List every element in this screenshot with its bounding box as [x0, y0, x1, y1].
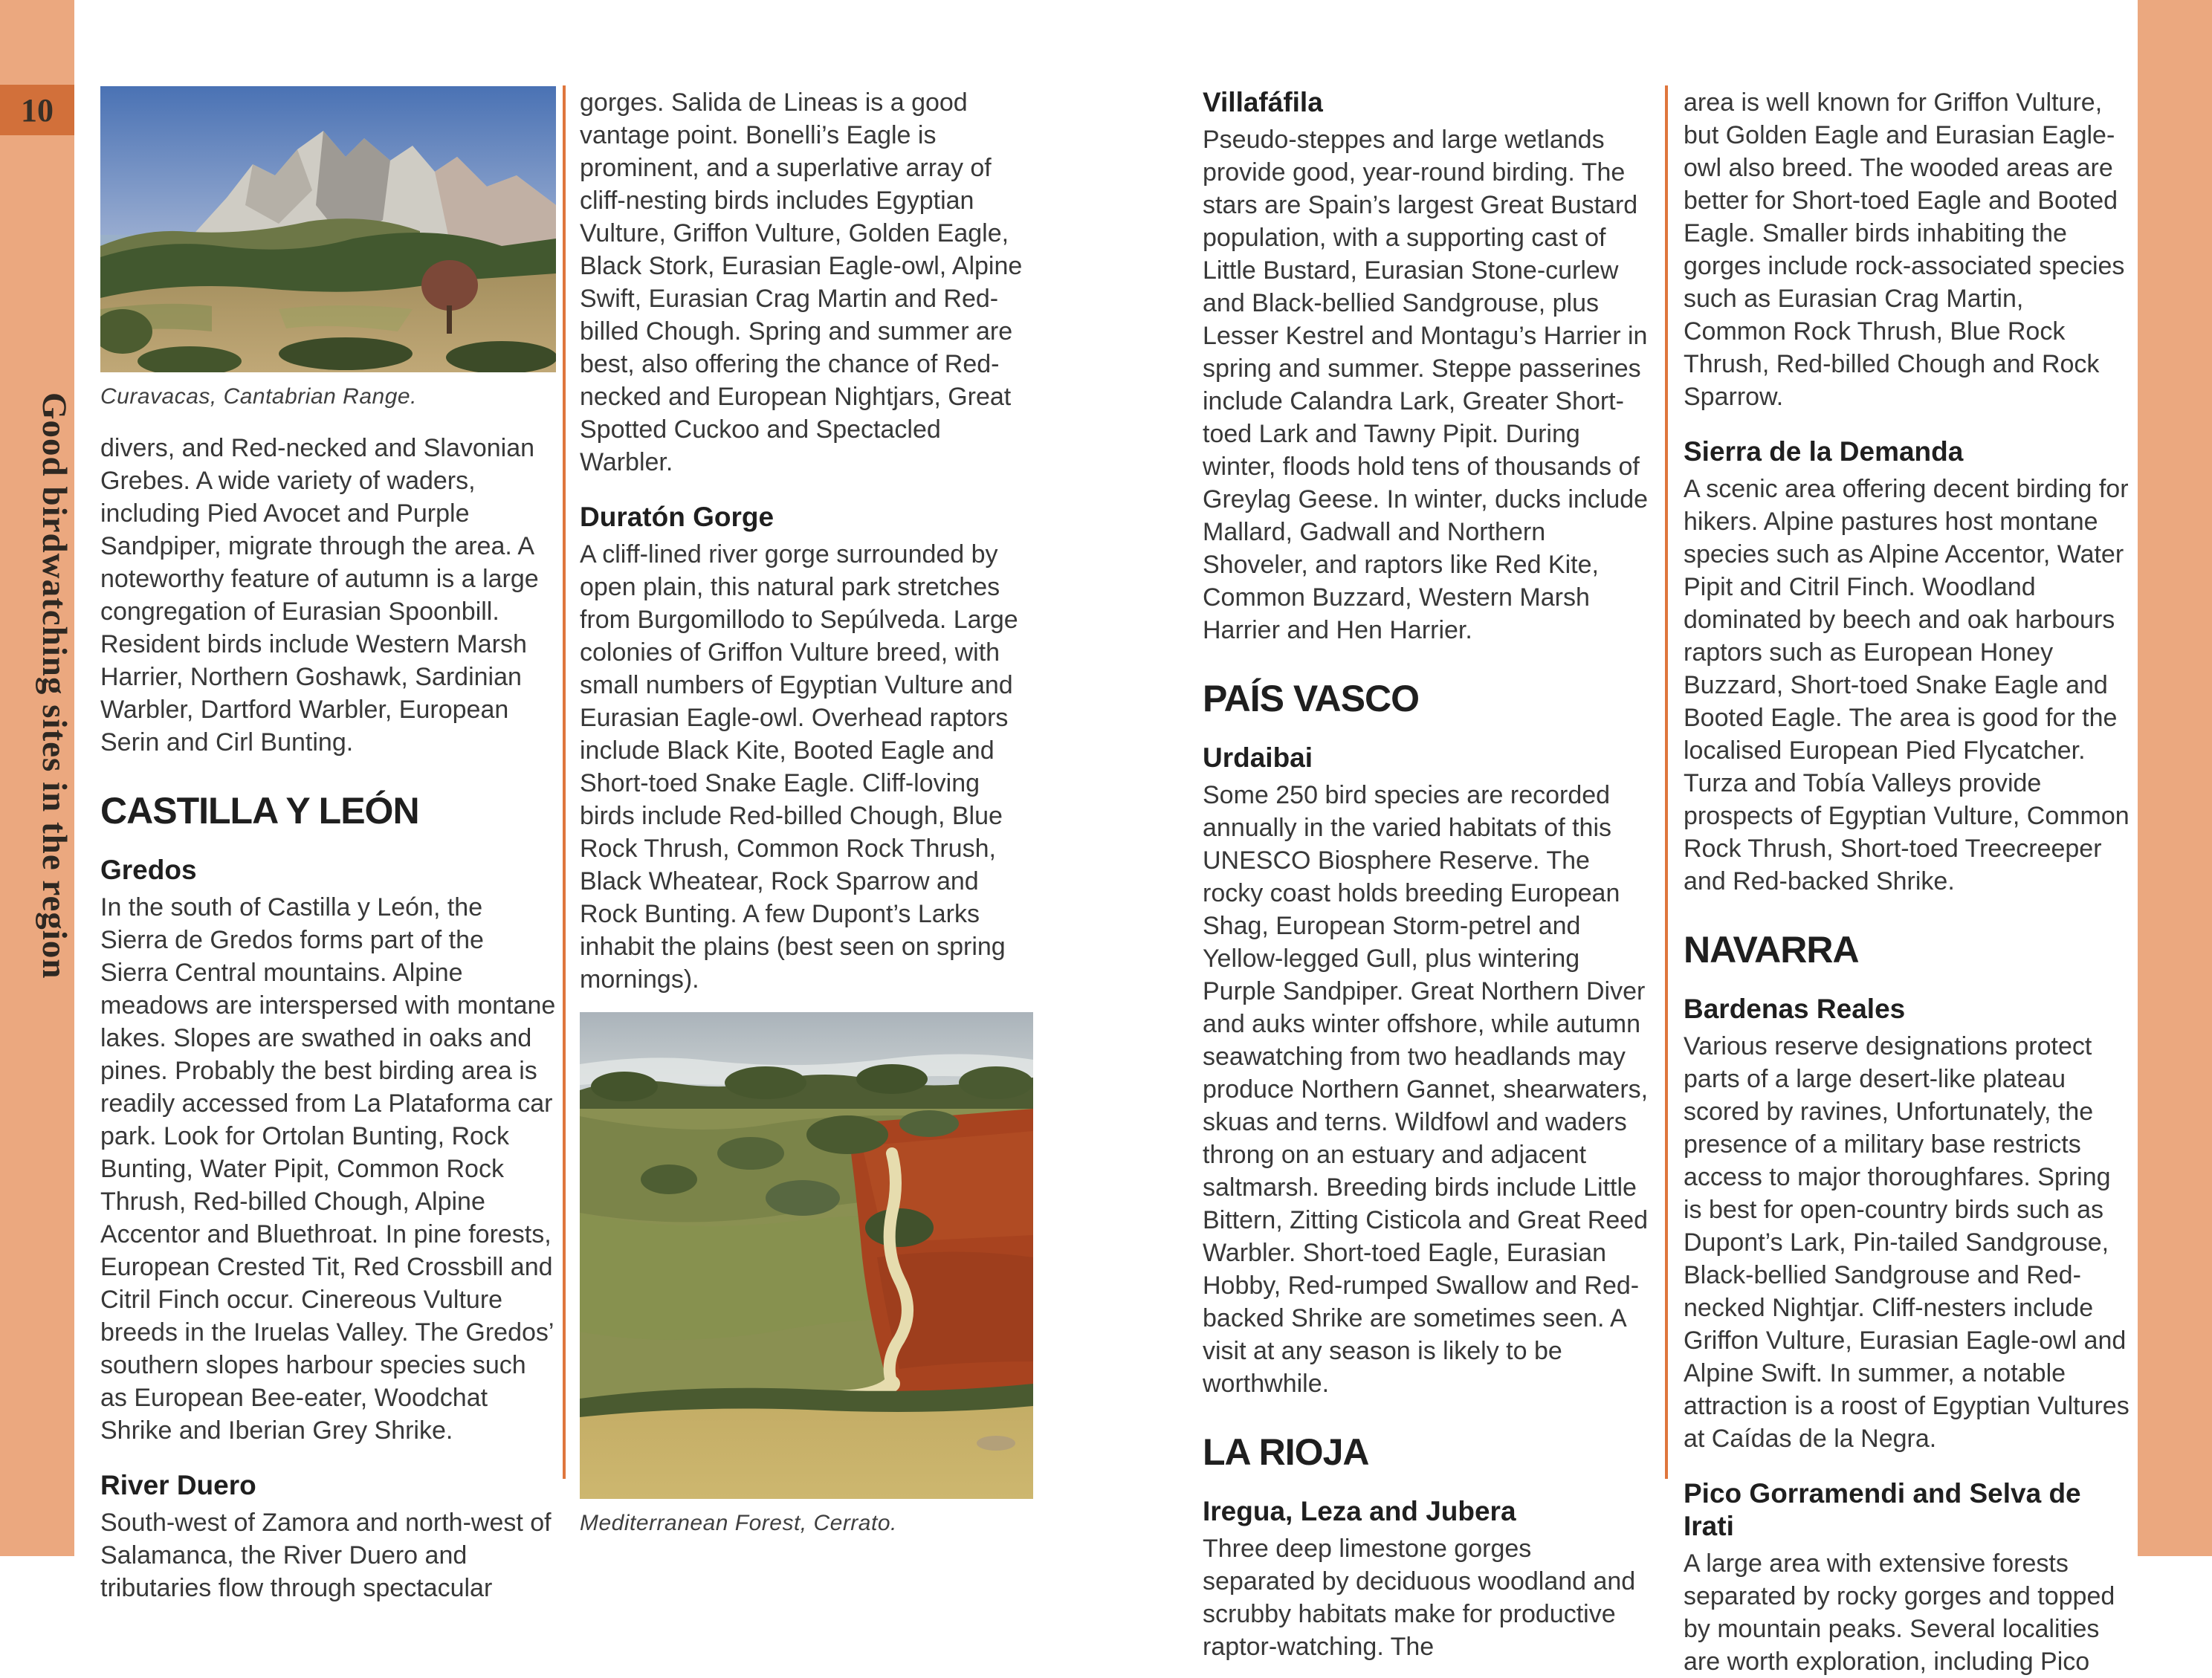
heading-bardenas-reales: Bardenas Reales — [1684, 994, 1906, 1024]
heading-villafafila: Villafáfila — [1203, 87, 1323, 117]
left-sidebar — [0, 0, 74, 1556]
river-duero-paragraph: South-west of Zamora and north-west of Salamanca, the River Duero and tributaries flow through spectacular — [100, 1509, 552, 1602]
heading-pais-vasco: PAÍS VASCO — [1203, 678, 1419, 719]
left-sidebar-title: Good birdwatching sites in the region — [35, 392, 74, 979]
column-rule-right-page — [1665, 85, 1668, 1479]
cerrato-photo — [580, 1012, 1033, 1499]
curavacas-caption: Curavacas, Cantabrian Range. — [100, 384, 417, 409]
gredos-paragraph: In the south of Castilla y León, the Sierra de Gredos forms part of the Sierra Central mountains. Alpine meadows are interspersed with montane lakes. Slopes are swathed in oaks and pines. Probably the best birding area is readily accessed from La Plataforma car park. Look for Ortolan Bunting, Rock Bunting, Water Pipit, Common Rock Thrush, Red-billed Chough, Alpine Accentor and Bluethroat. In pine forests, European Crested Tit, Red Crossbill and Citril Finch occur. Cinereous Vulture breeds in the Iruelas Valley. The Gredos’ southern slopes harbour species such as European Bee-eater, Woodchat Shrike and Iberian Grey Shrike. — [100, 893, 556, 1445]
area-paragraph: area is well known for Griffon Vulture, but Golden Eagle and Eurasian Eagle-owl also breed. The wooded areas are better for Short-toed Eagle and Booted Eagle. Smaller birds inhabiting the gorges include rock-associated species such as Eurasian Crag Martin, Common Rock Thrush, Blue Rock Thrush, Red-billed Chough and Rock Sparrow. — [1684, 88, 2125, 411]
heading-sierra-de-la-demanda: Sierra de la Demanda — [1684, 436, 1964, 467]
villafafila-paragraph: Pseudo-steppes and large wetlands provide good, year-round birding. The stars are Spain’s largest Great Bustard population, with a supporting cast of Little Bustard, Eurasian Stone-curlew and Black-bellied Sandgrouse, plus Lesser Kestrel and Montagu’s Harrier in spring and summer. Steppe passerines include Calandra Lark, Greater Short-toed Lark and Tawny Pipit. During winter, floods hold tens of thousands of Greylag Geese. In winter, ducks include Mallard, Gadwall and Northern Shoveler, and raptors like Red Kite, Common Buzzard, Western Marsh Harrier and Hen Harrier. — [1203, 126, 1649, 644]
heading-pico-gorramendi: Pico Gorramendi and Selva de Irati — [1684, 1478, 2081, 1541]
heading-la-rioja: LA RIOJA — [1203, 1431, 1369, 1473]
column-2 — [580, 86, 1033, 1558]
left-page-number: 10 — [0, 85, 74, 135]
heading-urdaibai: Urdaibai — [1203, 742, 1313, 773]
duraton-paragraph: A cliff-lined river gorge surrounded by open plain, this natural park stretches from Burgomillodo to Sepúlveda. Large colonies of Griffon Vulture breed, with small numbers of Egyptian Vulture and Eurasian Eagle-owl. Overhead raptors include Black Kite, Booted Eagle and Short-toed Snake Eagle. Cliff-loving birds include Red-billed Chough, Blue Rock Thrush, Common Rock Thrush, Black Wheatear, Rock Sparrow and Rock Bunting. A few Dupont’s Larks inhabit the plains (best seen on spring mornings). — [580, 540, 1018, 994]
demanda-paragraph: A scenic area offering decent birding for hikers. Alpine pastures host montane species such as Alpine Accentor, Water Pipit and Citril Finch. Woodland dominated by beech and oak harbours raptors such as European Honey Buzzard, Short-toed Snake Eagle and Booted Eagle. The area is good for the localised European Pied Flycatcher. Turza and Tobía Valleys provide prospects of Egyptian Vulture, Common Rock Thrush, Short-toed Treecreeper and Red-backed Shrike. — [1684, 475, 2129, 895]
column-1 — [100, 86, 556, 1604]
iregua-paragraph: Three deep limestone gorges separated by deciduous woodland and scrubby habitats make for productive raptor-watching. The — [1203, 1535, 1636, 1661]
forest-path-art — [580, 1012, 1033, 1499]
mountain-landscape-art — [100, 86, 556, 372]
column-3 — [1203, 86, 1650, 1663]
divers-paragraph: divers, and Red-necked and Slavonian Grebes. A wide variety of waders, including Pied Avocet and Purple Sandpiper, migrate through the area. A noteworthy feature of autumn is a large congregation of Eurasian Spoonbill. Resident birds include Western Marsh Harrier, Northern Goshawk, Sardinian Warbler, Dartford Warbler, European Serin and Cirl Bunting. — [100, 434, 539, 757]
heading-iregua-leza-jubera: Iregua, Leza and Jubera — [1203, 1496, 1516, 1526]
heading-navarra: NAVARRA — [1684, 929, 1859, 971]
curavacas-photo — [100, 86, 556, 372]
pico-paragraph: A large area with extensive forests separated by rocky gorges and topped by mountain peaks. Several localities are worth exploration, including Pico — [1684, 1549, 2115, 1676]
cerrato-caption: Mediterranean Forest, Cerrato. — [580, 1511, 897, 1535]
right-sidebar — [2138, 0, 2212, 1556]
heading-castilla-y-leon: CASTILLA Y LEÓN — [100, 790, 419, 832]
heading-duraton-gorge: Duratón Gorge — [580, 502, 774, 532]
bardenas-paragraph: Various reserve designations protect parts of a large desert-like plateau scored by ravines, Unfortunately, the presence of a military base restricts access to major thoroughfares. Spring is best for open-country birds such as Dupont’s Lark, Pin-tailed Sandgrouse, Black-bellied Sandgrouse and Red-necked Nightjar. Cliff-nesters include Griffon Vulture, Eurasian Eagle-owl and Alpine Swift. In summer, a notable attraction is a roost of Egyptian Vultures at Caídas de la Negra. — [1684, 1032, 2129, 1453]
heading-gredos: Gredos — [100, 855, 197, 885]
column-4 — [1684, 86, 2129, 1678]
column-rule-left-page — [563, 85, 566, 1479]
heading-river-duero: River Duero — [100, 1470, 256, 1500]
urdaibai-paragraph: Some 250 bird species are recorded annually in the varied habitats of this UNESCO Biosphere Reserve. The rocky coast holds breeding European Shag, European Storm-petrel and Yellow-legged Gull, plus wintering Purple Sandpiper. Great Northern Diver and auks winter offshore, while autumn seawatching from two headlands may produce Northern Gannet, shearwaters, skuas and terns. Wildfowl and waders throng on an estuary and adjacent saltmarsh. Breeding birds include Little Bittern, Zitting Cisticola and Great Reed Warbler. Short-toed Eagle, Eurasian Hobby, Red-rumped Swallow and Red-backed Shrike are sometimes seen. A visit at any season is likely to be worthwhile. — [1203, 781, 1649, 1398]
gorges-paragraph: gorges. Salida de Lineas is a good vantage point. Bonelli’s Eagle is prominent, and a superlative array of cliff-nesting birds includes Egyptian Vulture, Griffon Vulture, Golden Eagle, Black Stork, Eurasian Eagle-owl, Alpine Swift, Eurasian Crag Martin and Red-billed Chough. Spring and summer are best, also offering the chance of Red-necked and European Nightjars, Great Spotted Cuckoo and Spectacled Warbler. — [580, 88, 1023, 476]
